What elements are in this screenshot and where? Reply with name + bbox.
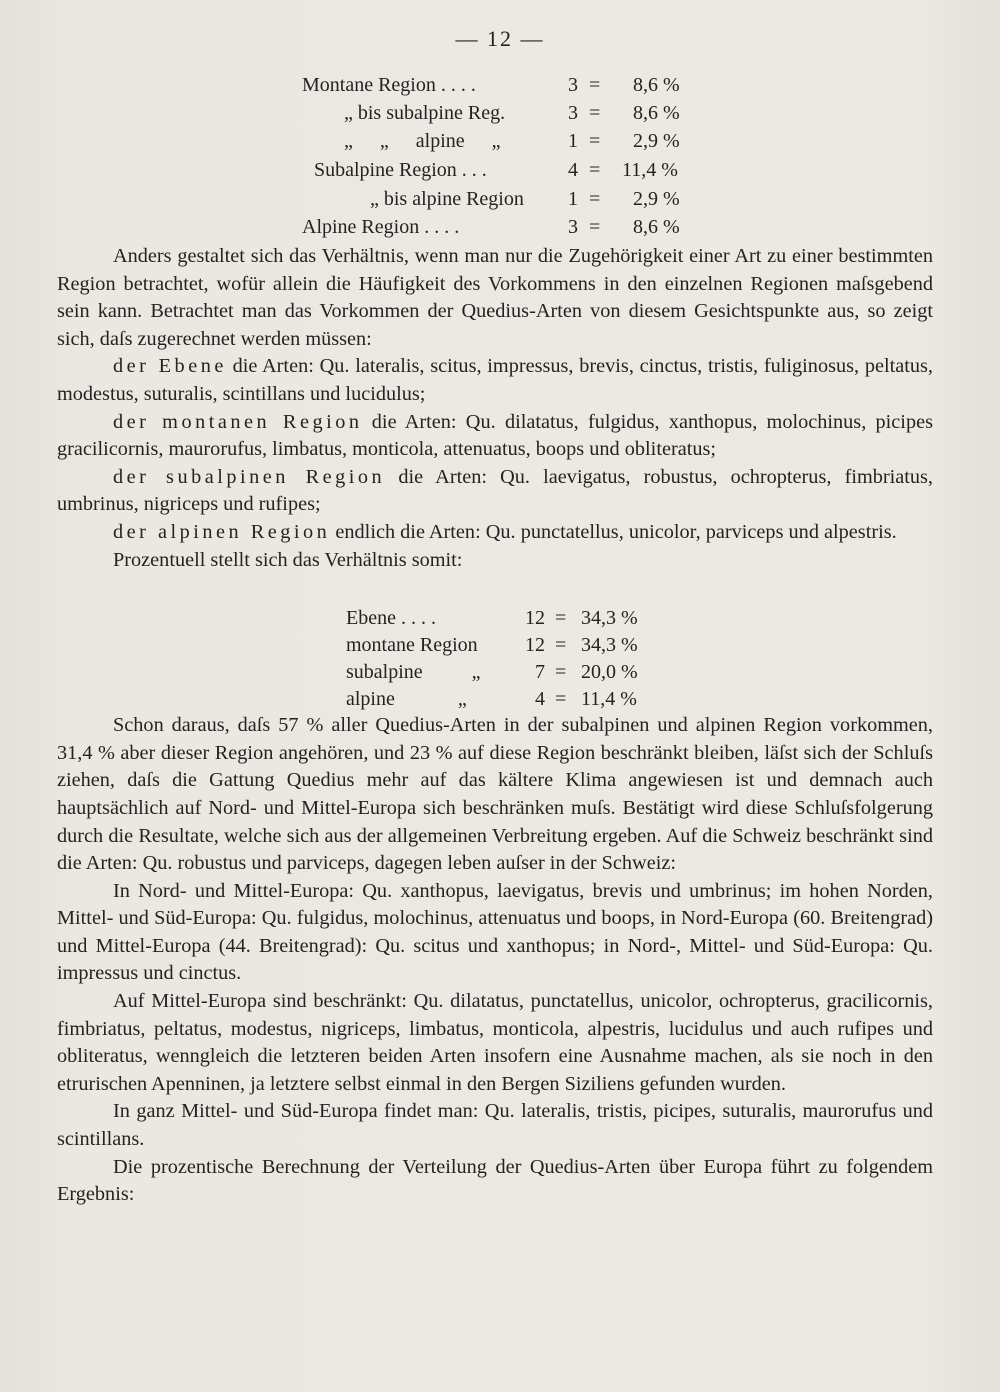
row-count: 3 [568,102,578,124]
list-heading: der alpinen Region [113,520,331,543]
row-equals: = [555,607,567,629]
row-percent: 2,9 % [633,130,680,152]
list-text: endlich die Arten: Qu. punctatellus, unicolor, parviceps und alpestris. [330,520,897,543]
row-percent: 11,4 % [622,159,678,181]
row-equals: = [589,130,601,152]
list-heading: der montanen Region [113,410,363,433]
row-label: alpine „ [346,688,467,710]
row-equals: = [555,661,567,683]
row-count: 12 [525,634,545,656]
row-percent: 34,3 % [581,607,638,629]
row-percent: 8,6 % [633,216,680,238]
paragraph: Schon daraus, daſs 57 % aller Quedius-Arten in der subalpinen und alpinen Region vorkommen, 31,4 % aber dieser Region angehören, und 23 % auf diese Region beschränkt bleiben, läſst sich der Schluſs ziehen, daſs die Gattung Quedius mehr auf das kältere Klima angewiesen ist und demnach auch hauptsächlich auf Nord- und Mittel-Europa sich beschränken muſs. Bestätigt wird diese Schluſsfolgerung durch die Resultate, welche sich aus der allgemeinen Verbreitung ergeben. Auf die Schweiz beschränkt sind die Arten: Qu. robustus und parviceps, dagegen leben auſser in der Schweiz: [57,714,933,875]
row-equals: = [589,216,601,238]
row-percent: 34,3 % [581,634,638,656]
row-percent: 8,6 % [633,102,680,124]
row-percent: 20,0 % [581,661,638,683]
row-equals: = [555,688,567,710]
row-label: „ bis subalpine Reg. [344,102,506,124]
list-text: die Arten: Qu. laevigatus, robustus, ochropterus, fimbriatus, umbrinus, nigriceps und rufipes; [57,465,933,516]
row-percent: 2,9 % [633,188,680,210]
row-count: 3 [568,216,578,238]
body-text [57,243,933,1209]
row-label: Ebene . . . . [346,607,436,629]
list-item-montane [57,409,933,464]
paragraph: In ganz Mittel- und Süd-Europa findet man: Qu. lateralis, tristis, picipes, suturalis, maurorufus und scintillans. [57,1100,933,1151]
row-equals: = [555,634,567,656]
row-equals: = [589,74,601,96]
paragraph: Prozentuell stellt sich das Verhältnis somit: [113,548,463,571]
row-equals: = [589,102,601,124]
row-label: Alpine Region . . . . [302,216,460,238]
list-text: die Arten: Qu. lateralis, scitus, impressus, brevis, cinctus, tristis, fuliginosus, peltatus, modestus, suturalis, scintillans und lucidulus; [57,355,934,405]
row-label: „ bis alpine Region [370,188,524,210]
row-count: 4 [568,159,578,181]
paragraph: In Nord- und Mittel-Europa: Qu. xanthopus, laevigatus, brevis und umbrinus; im hohen Norden, Mittel- und Süd-Europa: Qu. fulgidus, molochinus, attenuatus und boops, in Nord-Europa (60. Breitengrad) und Mittel-Europa (44. Breitengrad): Qu. scitus und xanthopus; in Nord-, Mittel- und Süd-Europa: Qu. impressus und cinctus. [57,879,933,985]
row-equals: = [589,159,601,181]
paragraph: Auf Mittel-Europa sind beschränkt: Qu. dilatatus, punctatellus, unicolor, ochropterus, gracilicornis, fimbriatus, peltatus, modestus, nigriceps, limbatus, monticola, alpestris, lucidulus und auch rufipes und obliteratus, wenngleich die letzteren beiden Arten insofern eine Ausnahme machen, als sie noch in den etrurischen Apenninen, ja letztere selbst einmal in den Bergen Siziliens gefunden wurden. [57,990,933,1095]
row-label: montane Region [346,634,478,656]
list-item-subalpine [57,464,933,519]
list-heading: der Ebene [113,355,227,378]
row-count: 7 [535,661,545,683]
row-count: 3 [568,74,578,96]
page-number: — 12 — [455,26,545,51]
row-label: Subalpine Region . . . [314,159,487,181]
list-text: die Arten: Qu. dilatatus, fulgidus, xanthopus, molochinus, picipes gracilicornis, maurorufus, limbatus, monticola, attenuatus, boops und obliteratus; [57,410,933,461]
paragraph: Die prozentische Berechnung der Verteilung der Quedius-Arten über Europa führt zu folgendem Ergebnis: [57,1155,933,1206]
list-item-ebene [57,353,933,408]
row-percent: 8,6 % [633,74,680,96]
list-heading: der subalpinen Region [113,465,386,488]
row-equals: = [589,188,601,210]
row-count: 12 [525,607,545,629]
row-count: 1 [568,188,578,210]
row-count: 1 [568,130,578,152]
row-percent: 11,4 % [581,688,637,710]
paragraph: Anders gestaltet sich das Verhältnis, wenn man nur die Zugehörigkeit einer Art zu einer bestimmten Region betrachtet, wofür allein die Häufigkeit des Vorkommens in den einzelnen Regionen maſsgebend sein kann. Betrachtet man das Vorkommen der Quedius-Arten von diesem Gesichtspunkte aus, so zeigt sich, daſs zugerechnet werden müssen: [57,245,933,350]
row-count: 4 [535,688,545,710]
list-item-alpine [57,519,933,547]
row-label: „ „ alpine „ [344,130,501,152]
row-label: Montane Region . . . . [302,74,476,96]
row-label: subalpine „ [346,661,481,683]
